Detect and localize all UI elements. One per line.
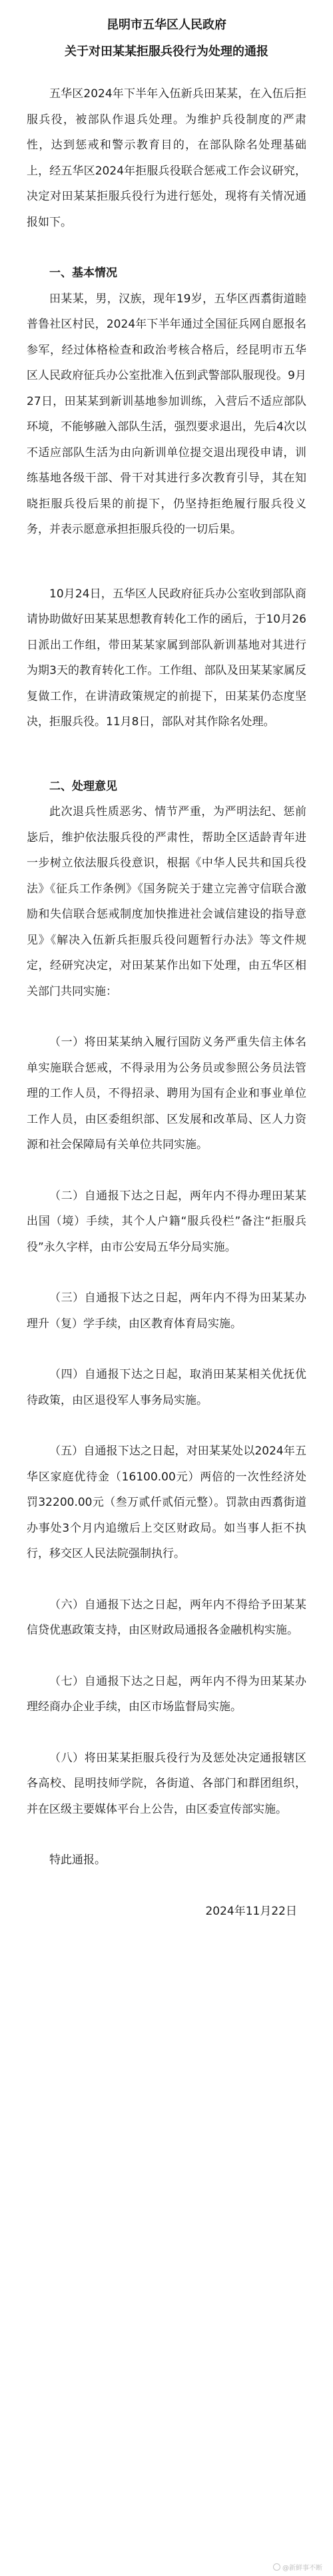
penalty-item-5: （五）自通报下达之日起，对田某某处以2024年五华区家庭优待金（16100.00元）两倍的一次性经济处罚32200.00元（叁万贰仟贰佰元整）。罚款由西翥街道办事处3个月内追缴后上交区财政局。如当事人拒不执行，移交区人民法院强制执行。 [27, 1445, 306, 1560]
penalty-item-4: （四）自通报下达之日起，取消田某某相关优抚优待政策，由区退役军人事务局实施。 [27, 1368, 306, 1407]
document-title-line2: 关于对田某某拒服兵役行为处理的通报 [65, 45, 268, 59]
handling-lead-paragraph: 此次退兵性质恶劣、情节严重，为严明法纪、惩前毖后，维护依法服兵役的严肃性，帮助全区适龄青年进一步树立依法服兵役意识，根据《中华人民共和国兵役法》《征兵工作条例》《国务院关于建立完善守信联合激励和失信联合惩戒制度加快推进社会诚信建设的指导意见》《解决入伍新兵拒服兵役问题暂行办法》等文件规定，经研究决定，对田某某作出如下处理，由五华区相关部门共同实施： [27, 805, 306, 998]
spacer [27, 1260, 306, 1285]
spacer [27, 1644, 306, 1669]
watermark-text: @新鲜事不断 [282, 2565, 322, 2572]
spacer [27, 1158, 306, 1183]
spacer [27, 1337, 306, 1362]
source-watermark [273, 2562, 322, 2572]
spacer [27, 1873, 306, 1899]
spacer [27, 1004, 306, 1030]
penalty-item-3: （三）自通报下达之日起，两年内不得为田某某办理升（复）学手续，由区教育体育局实施。 [27, 1291, 306, 1331]
closing-text: 特此通报。 [49, 1853, 106, 1867]
spacer [27, 1413, 306, 1439]
spacer [27, 1567, 306, 1592]
spacer [27, 1720, 306, 1746]
penalty-item-7: （七）自通报下达之日起，两年内不得为田某某办理经商办企业手续，由区市场监督局实施。 [27, 1674, 306, 1714]
basic-info-paragraph-2: 10月24日，五华区人民政府征兵办公室收到部队商请协助做好田某某思想教育转化工作的函后，于10月26日派出工作组，带田某某家属到部队新训基地对其进行为期3天的教育转化工作。工作组、部队及田某某家属反复做工作，在讲清政策规定的前提下，田某某仍态度坚决，拒服兵役。11月8日，部队对其作除名处理。 [27, 587, 306, 729]
spacer [27, 735, 306, 774]
spacer [27, 65, 306, 81]
watermark-logo-icon [273, 2563, 280, 2571]
penalty-item-8: （八）将田某某拒服兵役行为及惩处决定通报辖区各高校、昆明技师学院，各街道、各部门和群团组织，并在区级主要媒体平台上公告，由区委宣传部实施。 [27, 1751, 306, 1816]
penalty-item-2: （二）自通报下达之日起，两年内不得办理田某某出国（境）手续，其个人户籍“服兵役栏”备注“拒服兵役”永久字样，由市公安局五华分局实施。 [27, 1189, 306, 1254]
section-heading-handling-opinion: 二、处理意见 [49, 779, 117, 793]
document-title-line1: 昆明市五华区人民政府 [107, 18, 226, 32]
section-heading-basic-info: 一、基本情况 [49, 266, 117, 280]
spacer [27, 1822, 306, 1847]
issue-date: 2024年11月22日 [205, 1904, 297, 1918]
spacer [27, 543, 306, 581]
penalty-item-1: （一）将田某某纳入履行国防义务严重失信主体名单实施联合惩戒，不得录用为公务员或参照公务员法管理的工作人员，不得招录、聘用为国有企业和事业单位工作人员，由区委组织部、区发展和改革局、区人力资源和社会保障局有关单位共同实施。 [27, 1036, 306, 1151]
spacer [27, 235, 306, 260]
penalty-item-6: （六）自通报下达之日起，两年内不得给予田某某信贷优惠政策支持，由区财政局通报各金融机构实施。 [27, 1598, 306, 1637]
intro-paragraph: 五华区2024年下半年入伍新兵田某某，在入伍后拒服兵役，被部队作退兵处理。为维护兵役制度的严肃性，达到惩戒和警示教育目的，在部队除名处理基础上，经五华区2024年拒服兵役联合惩戒工作会议研究，决定对田某某拒服兵役行为进行惩处，现将有关情况通报如下。 [27, 87, 306, 229]
basic-info-paragraph-1: 田某某，男，汉族，现年19岁，五华区西翥街道睦普鲁社区村民，2024年下半年通过全国征兵网自愿报名参军，经过体格检查和政治考核合格后，经昆明市五华区人民政府征兵办公室批准入伍到武警部队服现役。9月27日，田某某到新训基地参加训练，入营后不适应部队环境，不能够融入部队生活，强烈要求退出，先后4次以不适应部队生活为由向新训单位提交退出现役申请，训练基地各级干部、骨干对其进行多次教育引导，其在知晓拒服兵役后果的前提下，仍坚持拒绝履行服兵役义务，并表示愿意承担拒服兵役的一切后果。 [27, 292, 306, 536]
